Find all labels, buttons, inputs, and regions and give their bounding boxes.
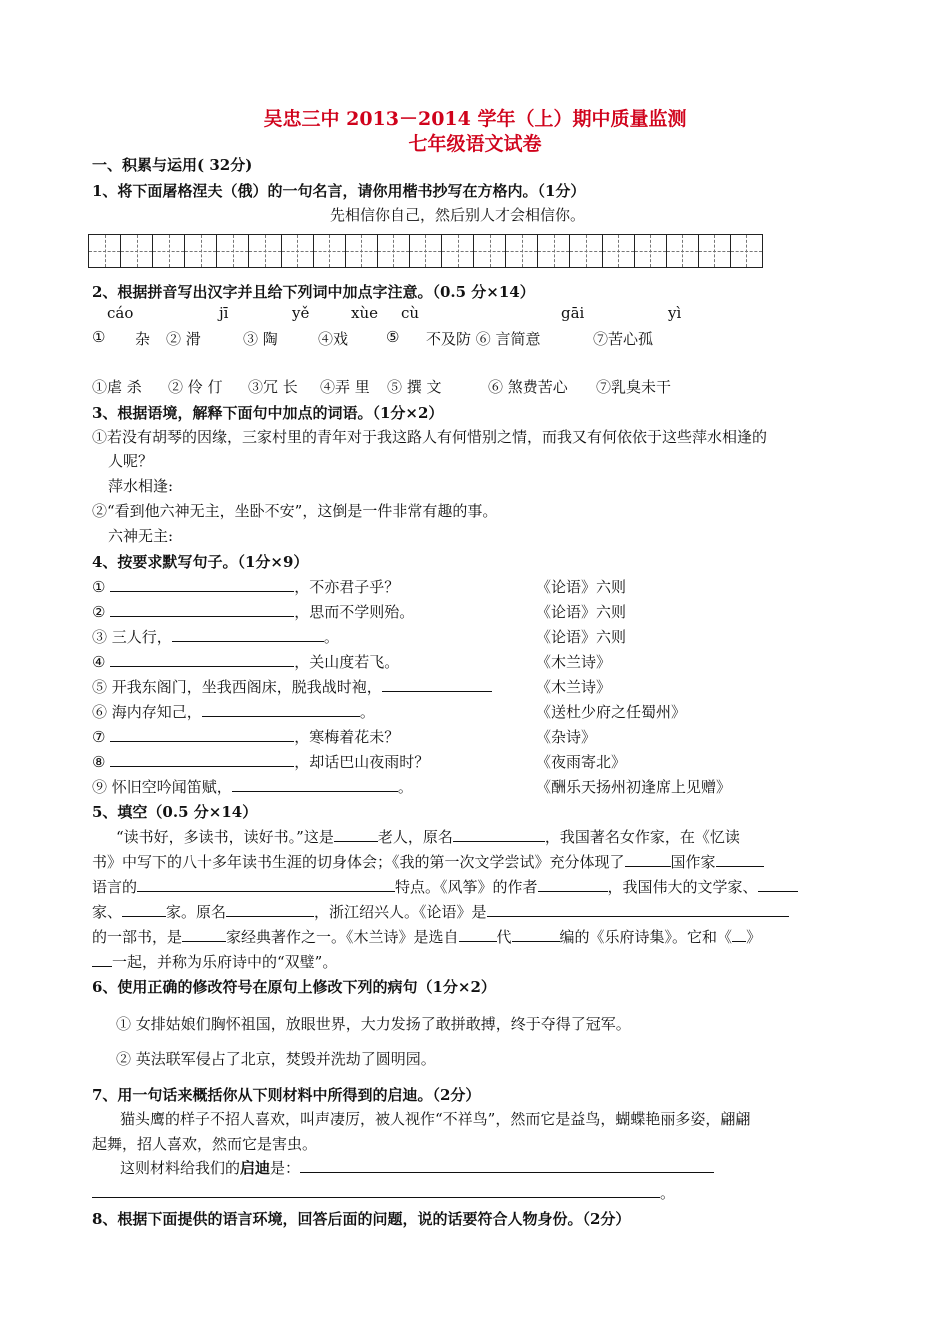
q4-ref-8: 《夜雨寄北》 (536, 753, 627, 771)
q2-dotted-5: ⑤ 撰 文 (387, 378, 442, 396)
item-text: 三人行， (111, 628, 172, 646)
q4-ref-6: 《送杜少府之任蜀州》 (536, 703, 687, 721)
q2-prompt: 2、根据拼音写出汉字并且给下列词中加点字注意。（0.5 分×14） (92, 283, 535, 301)
q5-line-5: 的一部书，是 家经典著作之一。《木兰诗》是选自 代 编的《乐府诗集》。它和《 》 (92, 928, 762, 946)
blank-line[interactable] (512, 927, 560, 942)
q6-prompt: 6、使用正确的修改符号在原句上修改下列的病句（1分×2） (92, 978, 496, 996)
grid-cell[interactable] (570, 235, 602, 267)
blank-line[interactable] (232, 777, 398, 792)
pinyin-6: gāi (561, 304, 585, 322)
q5-line-1: “读书好，多读书，读好书。”这是 老人，原名 ，我国著名女作家，在《忆读 (116, 828, 740, 846)
q4-item-8 (92, 751, 429, 772)
item-text: 海内存知己， (111, 703, 202, 721)
grid-cell[interactable] (667, 235, 699, 267)
blank-line[interactable] (334, 827, 378, 842)
q4-ref-9: 《酬乐天扬州初逢席上见赠》 (536, 778, 732, 796)
q2-item-3: ③ 陶 (243, 330, 278, 348)
blank-line[interactable] (110, 752, 294, 767)
pinyin-3: yě (292, 304, 310, 322)
item-number: ⑧ (92, 753, 106, 771)
q5-line-3: 语言的 特点。《风筝》的作者 ，我国伟大的文学家、 (92, 876, 798, 897)
pinyin-5: cù (401, 304, 420, 322)
grid-cell[interactable] (185, 235, 217, 267)
item-number: ⑦ (92, 728, 106, 746)
grid-cell[interactable] (635, 235, 667, 267)
q4-ref-1: 《论语》六则 (536, 578, 627, 596)
item-text: ，寒梅着花未？ (294, 728, 400, 746)
grid-cell[interactable] (538, 235, 570, 267)
blank-line[interactable] (487, 902, 789, 917)
q3-prompt: 3、根据语境，解释下面句中加点的词语。（1分×2） (92, 404, 444, 422)
item-text: 。 (323, 628, 339, 646)
grid-cell[interactable] (506, 235, 538, 267)
pinyin-4: xùe (351, 304, 378, 322)
q7-material-1: 猫头鹰的样子不招人喜欢，叫声凄厉，被人视作“不祥鸟”，然而它是益鸟，蝴蝶艳丽多姿，翩翩 (120, 1110, 751, 1128)
q2-item-4: ④戏 (318, 330, 349, 348)
q5-line-4: 家、 家。原名 ，浙江绍兴人。《论语》是 (92, 901, 789, 922)
q2-dotted-4: ④弄 里 (320, 378, 370, 396)
grid-cell[interactable] (442, 235, 474, 267)
item-number: ⑥ (92, 703, 108, 721)
blank-line[interactable] (202, 702, 360, 717)
q4-item-5 (92, 676, 492, 697)
q2-dotted-2: ② 伶 仃 (168, 378, 223, 396)
blank-line[interactable] (137, 877, 395, 892)
blank-line[interactable] (122, 902, 166, 917)
blank-line[interactable] (92, 952, 112, 967)
q4-ref-5: 《木兰诗》 (536, 678, 612, 696)
pinyin-7: yì (668, 304, 682, 322)
q3-answer-1-label: 萍水相逢: (108, 477, 174, 495)
grid-cell[interactable] (282, 235, 314, 267)
q7-answer-line-2: 。 (92, 1182, 675, 1203)
blank-line[interactable] (538, 877, 608, 892)
grid-cell[interactable] (249, 235, 281, 267)
blank-line[interactable] (758, 877, 798, 892)
q4-ref-7: 《杂诗》 (536, 728, 597, 746)
blank-line[interactable] (453, 827, 545, 842)
q2-dotted-3: ③冗 长 (248, 378, 298, 396)
grid-cell[interactable] (314, 235, 346, 267)
grid-cell[interactable] (603, 235, 635, 267)
section-heading: 一、积累与运用( 32分) (92, 156, 253, 174)
grid-cell[interactable] (699, 235, 731, 267)
q4-item-2 (92, 601, 414, 622)
q4-item-9 (92, 776, 413, 797)
q4-prompt: 4、按要求默写句子。（1分×9） (92, 553, 309, 571)
grid-cell[interactable] (474, 235, 506, 267)
q5-prompt: 5、填空（0.5 分×14） (92, 803, 258, 821)
q3-sentence-1-cont: 人呢？ (108, 452, 154, 470)
item-number: ④ (92, 653, 106, 671)
item-text: ，却话巴山夜雨时？ (294, 753, 430, 771)
q2-item-1: ① (92, 328, 106, 346)
q2-item-5: ⑤ (386, 328, 400, 346)
q2-item-2: ② 滑 (166, 330, 201, 348)
exam-subtitle: 七年级语文试卷 (408, 133, 542, 155)
q7-prompt: 7、用一句话来概括你从下则材料中所得到的启迪。（2分） (92, 1086, 481, 1104)
q4-item-4 (92, 651, 399, 672)
q5-line-6: 一起，并称为乐府诗中的“双璧”。 (92, 951, 337, 972)
q2-item-1-word: 杂 (135, 330, 151, 348)
q4-ref-4: 《木兰诗》 (536, 653, 612, 671)
grid-cell[interactable] (731, 235, 762, 267)
blank-line[interactable] (110, 577, 294, 592)
grid-cell[interactable] (89, 235, 121, 267)
pinyin-1: cáo (107, 304, 134, 322)
q7-answer-line: 这则材料给我们的启迪是： (120, 1157, 714, 1178)
pinyin-2: jī (219, 304, 229, 322)
blank-line[interactable] (732, 927, 746, 942)
item-text: 怀旧空吟闻笛赋， (111, 778, 232, 796)
grid-cell[interactable] (153, 235, 185, 267)
item-number: ② (92, 603, 106, 621)
grid-cell[interactable] (217, 235, 249, 267)
item-text: 。 (359, 703, 375, 721)
blank-line[interactable] (92, 1183, 660, 1198)
q5-line-2: 书》中写下的八十多年读书生涯的切身体会；《我的第一次文学尝试》充分体现了 国作家 (92, 851, 764, 872)
q2-dotted-1: ①虐 杀 (92, 378, 142, 396)
blank-line[interactable] (382, 677, 492, 692)
blank-line[interactable] (226, 902, 314, 917)
item-number: ③ (92, 628, 108, 646)
q2-dotted-7: ⑦乳臭未干 (596, 378, 672, 396)
q3-sentence-2: ②“看到他六神无主，坐卧不安”，这倒是一件非常有趣的事。 (92, 502, 498, 520)
blank-line[interactable] (716, 852, 764, 867)
handwriting-grid[interactable] (88, 234, 763, 268)
exam-title: 吴忠三中 2013－2014 学年（上）期中质量监测 (263, 108, 687, 130)
blank-line[interactable] (172, 627, 324, 642)
blank-line[interactable] (300, 1158, 714, 1173)
q6-sentence-1: ① 女排姑娘们胸怀祖国，放眼世界，大力发扬了敢拼敢搏，终于夺得了冠军。 (116, 1015, 631, 1033)
item-number: ⑤ (92, 678, 108, 696)
blank-line[interactable] (182, 927, 226, 942)
q6-sentence-2: ② 英法联军侵占了北京，焚毁并洗劫了圆明园。 (116, 1050, 436, 1068)
q7-material-2: 起舞，招人喜欢，然而它是害虫。 (92, 1135, 318, 1153)
q4-ref-2: 《论语》六则 (536, 603, 627, 621)
grid-cell[interactable] (410, 235, 442, 267)
q3-answer-2-label: 六神无主: (108, 527, 174, 545)
grid-cell[interactable] (121, 235, 153, 267)
q4-ref-3: 《论语》六则 (536, 628, 627, 646)
item-text: ，不亦君子乎？ (294, 578, 400, 596)
q4-item-6 (92, 701, 375, 722)
blank-line[interactable] (459, 927, 497, 942)
item-text: 开我东阁门，坐我西阁床，脱我战时袍， (111, 678, 382, 696)
q1-prompt: 1、将下面屠格涅夫（俄）的一句名言，请你用楷书抄写在方格内。（1分） (92, 182, 586, 200)
item-text: ，思而不学则殆。 (294, 603, 415, 621)
q2-item-5-6: 不及防 ⑥ 言简意 (426, 330, 541, 348)
blank-line[interactable] (110, 602, 294, 617)
q2-dotted-6: ⑥ 煞费苦心 (488, 378, 568, 396)
q4-item-1 (92, 576, 399, 597)
blank-line[interactable] (110, 727, 294, 742)
q4-item-7 (92, 726, 399, 747)
q2-item-7: ⑦苦心孤 (593, 330, 654, 348)
item-text: 。 (397, 778, 413, 796)
q3-sentence-1: ①若没有胡琴的因缘，三家村里的青年对于我这路人有何惜别之情，而我又有何依依于这些萍水相逢的 (92, 428, 768, 446)
blank-line[interactable] (625, 852, 671, 867)
q8-prompt: 8、根据下面提供的语言环境，回答后面的问题，说的话要符合人物身份。（2分） (92, 1210, 631, 1228)
item-number: ① (92, 578, 106, 596)
q1-quote: 先相信你自己，然后别人才会相信你。 (330, 206, 586, 224)
grid-cell[interactable] (378, 235, 410, 267)
item-number: ⑨ (92, 778, 108, 796)
grid-cell[interactable] (346, 235, 378, 267)
blank-line[interactable] (110, 652, 294, 667)
q4-item-3 (92, 626, 339, 647)
item-text: ，关山度若飞。 (294, 653, 400, 671)
